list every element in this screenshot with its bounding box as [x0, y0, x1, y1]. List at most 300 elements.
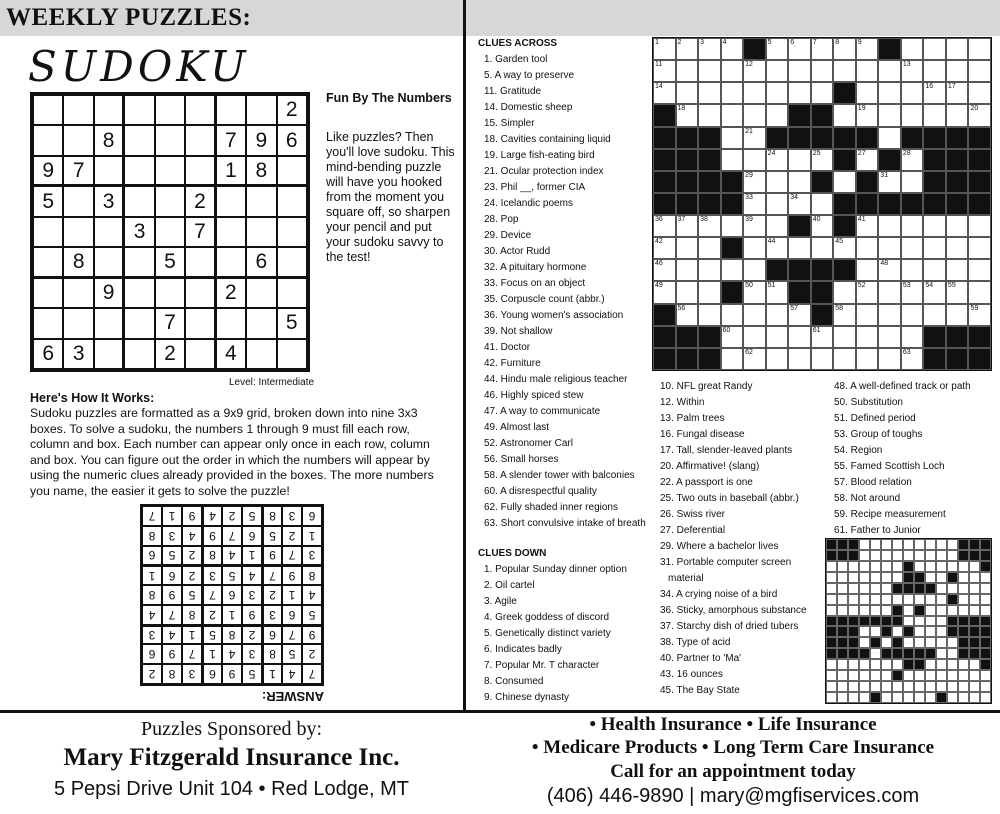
crossword-black-cell [653, 348, 676, 370]
sudoku-cell [94, 247, 124, 277]
mini-answer-cell [881, 648, 892, 659]
crossword-cell[interactable] [811, 82, 834, 104]
crossword-cell[interactable] [946, 281, 969, 303]
mini-answer-cell [826, 583, 837, 594]
crossword-cell[interactable] [676, 82, 699, 104]
crossword-cell[interactable] [766, 304, 789, 326]
mini-answer-cell [859, 594, 870, 605]
crossword-cell[interactable] [833, 60, 856, 82]
sudoku-cell [94, 95, 124, 125]
mini-answer-cell [870, 626, 881, 637]
mini-answer-cell [925, 637, 936, 648]
answer-cell: 2 [282, 526, 302, 546]
crossword-clue-number: 63 [902, 348, 911, 356]
mini-answer-cell [947, 648, 958, 659]
sudoku-cell: 5 [155, 247, 185, 277]
crossword-cell[interactable] [698, 237, 721, 259]
mini-answer-cell [925, 539, 936, 550]
crossword-clue-number: 3 [700, 39, 704, 46]
crossword-cell[interactable] [811, 237, 834, 259]
mini-answer-cell [892, 637, 903, 648]
mini-answer-cell [837, 670, 848, 681]
crossword-cell[interactable] [946, 38, 969, 60]
crossword-clue-number: 53 [902, 282, 911, 290]
appointment-line: Call for an appointment today [610, 761, 856, 782]
crossword-clue-number: 57 [790, 304, 798, 312]
crossword-clue-number: 21 [745, 127, 753, 135]
crossword-cell[interactable] [698, 82, 721, 104]
sudoku-cell: 1 [216, 156, 246, 186]
crossword-black-cell [766, 127, 789, 149]
mini-answer-cell [969, 616, 980, 627]
crossword-cell[interactable] [878, 127, 901, 149]
crossword-cell[interactable] [676, 237, 699, 259]
clue-continued: 25. Two outs in baseball (abbr.) [660, 493, 799, 504]
crossword-cell[interactable] [811, 348, 834, 370]
crossword-cell[interactable] [653, 82, 676, 104]
clue-down: 9. Chinese dynasty [484, 692, 570, 703]
crossword-clue-number: 52 [857, 282, 866, 290]
crossword-cell[interactable] [923, 104, 946, 126]
crossword-cell[interactable] [901, 326, 924, 348]
crossword-cell[interactable] [901, 237, 924, 259]
sudoku-title: SUDOKU [28, 42, 250, 91]
crossword-cell[interactable] [811, 193, 834, 215]
crossword-cell[interactable] [766, 38, 789, 60]
mini-answer-cell [870, 637, 881, 648]
crossword-cell[interactable] [901, 171, 924, 193]
crossword-clue-number: 51 [767, 282, 776, 290]
mini-answer-cell [881, 550, 892, 561]
crossword-cell[interactable] [968, 215, 991, 237]
mini-answer-cell [903, 670, 914, 681]
crossword-cell[interactable] [901, 304, 924, 326]
crossword-cell[interactable] [676, 259, 699, 281]
answer-cell: 1 [182, 625, 202, 645]
answer-cell: 3 [242, 585, 262, 605]
mini-answer-cell [870, 681, 881, 692]
mini-answer-cell [969, 583, 980, 594]
crossword-cell[interactable] [721, 348, 744, 370]
crossword-cell[interactable] [811, 38, 834, 60]
answer-cell: 8 [302, 565, 322, 585]
crossword-clue-number: 44 [767, 238, 776, 246]
crossword-black-cell [923, 149, 946, 171]
crossword-cell[interactable] [968, 82, 991, 104]
crossword-cell[interactable] [653, 38, 676, 60]
crossword-cell[interactable] [743, 60, 766, 82]
crossword-cell[interactable] [721, 104, 744, 126]
sudoku-cell [277, 247, 307, 277]
crossword-cell[interactable] [901, 259, 924, 281]
crossword-cell[interactable] [946, 259, 969, 281]
mini-answer-cell [947, 561, 958, 572]
crossword-cell[interactable] [811, 149, 834, 171]
answer-cell: 3 [142, 625, 162, 645]
crossword-cell[interactable] [788, 38, 811, 60]
mini-answer-cell [914, 583, 925, 594]
crossword-cell[interactable] [901, 82, 924, 104]
crossword-cell[interactable] [833, 171, 856, 193]
crossword-cell[interactable] [653, 215, 676, 237]
crossword-cell[interactable] [811, 215, 834, 237]
answer-cell: 7 [282, 625, 302, 645]
crossword-cell[interactable] [968, 259, 991, 281]
crossword-cell[interactable] [698, 60, 721, 82]
crossword-cell[interactable] [856, 259, 879, 281]
crossword-cell[interactable] [856, 104, 879, 126]
crossword-cell[interactable] [968, 237, 991, 259]
crossword-cell[interactable] [721, 326, 744, 348]
crossword-black-cell [946, 348, 969, 370]
answer-cell: 5 [282, 644, 302, 664]
crossword-cell[interactable] [923, 304, 946, 326]
crossword-cell[interactable] [856, 348, 879, 370]
crossword-cell[interactable] [766, 60, 789, 82]
sudoku-cell: 2 [216, 278, 246, 308]
crossword-cell[interactable] [743, 82, 766, 104]
mini-answer-cell [859, 539, 870, 550]
answer-cell: 4 [282, 664, 302, 684]
crossword-cell[interactable] [743, 304, 766, 326]
mini-answer-cell [958, 637, 969, 648]
answer-cell: 6 [142, 546, 162, 566]
mini-answer-cell [859, 659, 870, 670]
crossword-cell[interactable] [878, 215, 901, 237]
crossword-cell[interactable] [946, 82, 969, 104]
answer-cell: 4 [242, 565, 262, 585]
crossword-cell[interactable] [676, 38, 699, 60]
sudoku-cell [216, 95, 246, 125]
crossword-cell[interactable] [968, 104, 991, 126]
crossword-cell[interactable] [743, 171, 766, 193]
crossword-black-cell [676, 149, 699, 171]
crossword-cell[interactable] [766, 215, 789, 237]
crossword-cell[interactable] [878, 304, 901, 326]
answer-cell: 8 [142, 526, 162, 546]
mini-answer-cell [925, 670, 936, 681]
crossword-cell[interactable] [743, 104, 766, 126]
crossword-cell[interactable] [923, 60, 946, 82]
mini-answer-cell [837, 605, 848, 616]
crossword-cell[interactable] [698, 104, 721, 126]
mini-answer-cell [837, 539, 848, 550]
mini-answer-cell [947, 572, 958, 583]
mini-answer-cell [826, 670, 837, 681]
sudoku-cell [33, 278, 63, 308]
mini-answer-cell [969, 561, 980, 572]
crossword-cell[interactable] [676, 104, 699, 126]
clue-across: 58. A slender tower with balconies [484, 470, 635, 481]
crossword-cell[interactable] [743, 149, 766, 171]
crossword-cell[interactable] [653, 259, 676, 281]
crossword-cell[interactable] [856, 60, 879, 82]
crossword-cell[interactable] [653, 237, 676, 259]
clue-down: 6. Indicates badly [484, 644, 562, 655]
mini-answer-cell [848, 626, 859, 637]
crossword-cell[interactable] [968, 304, 991, 326]
crossword-cell[interactable] [721, 60, 744, 82]
crossword-cell[interactable] [766, 193, 789, 215]
crossword-cell[interactable] [721, 82, 744, 104]
crossword-cell[interactable] [901, 348, 924, 370]
crossword-cell[interactable] [856, 237, 879, 259]
sudoku-cell [124, 125, 154, 155]
crossword-black-cell [968, 149, 991, 171]
crossword-cell[interactable] [878, 60, 901, 82]
answer-cell: 8 [182, 605, 202, 625]
mini-answer-cell [903, 648, 914, 659]
crossword-cell[interactable] [946, 60, 969, 82]
mini-answer-cell [848, 616, 859, 627]
crossword-cell[interactable] [833, 348, 856, 370]
mini-answer-cell [925, 616, 936, 627]
clue-across: 41. Doctor [484, 342, 531, 353]
crossword-cell[interactable] [788, 237, 811, 259]
mini-answer-cell [892, 670, 903, 681]
crossword-cell[interactable] [878, 348, 901, 370]
mini-answer-cell [826, 692, 837, 703]
crossword-cell[interactable] [788, 326, 811, 348]
sudoku-cell [94, 217, 124, 247]
mini-answer-cell [925, 681, 936, 692]
crossword-cell[interactable] [653, 281, 676, 303]
crossword-cell[interactable] [923, 237, 946, 259]
sudoku-cell: 9 [94, 278, 124, 308]
crossword-cell[interactable] [698, 215, 721, 237]
crossword-cell[interactable] [901, 149, 924, 171]
sudoku-cell [216, 186, 246, 216]
crossword-cell[interactable] [923, 38, 946, 60]
crossword-cell[interactable] [856, 82, 879, 104]
sudoku-cell [155, 125, 185, 155]
mini-answer-cell [936, 561, 947, 572]
mini-answer-cell [969, 681, 980, 692]
mini-answer-cell [892, 572, 903, 583]
mini-answer-cell [892, 648, 903, 659]
crossword-cell[interactable] [788, 348, 811, 370]
crossword-cell[interactable] [788, 193, 811, 215]
crossword-cell[interactable] [721, 149, 744, 171]
crossword-cell[interactable] [946, 304, 969, 326]
crossword-cell[interactable] [743, 259, 766, 281]
crossword-black-cell [901, 193, 924, 215]
crossword-cell[interactable] [788, 149, 811, 171]
answer-cell: 6 [142, 644, 162, 664]
crossword-cell[interactable] [721, 38, 744, 60]
crossword-cell[interactable] [856, 149, 879, 171]
crossword-clue-number: 13 [902, 61, 911, 69]
crossword-cell[interactable] [743, 326, 766, 348]
crossword-cell[interactable] [878, 104, 901, 126]
sudoku-cell: 5 [33, 186, 63, 216]
crossword-cell[interactable] [968, 281, 991, 303]
sidebar-text: Like puzzles? Then you'll love sudoku. This mind-bending puzzle will have you hooked from the moment you square off, so sharpen your pencil and put your sudoku savvy to the test! [326, 130, 455, 264]
crossword-cell[interactable] [743, 348, 766, 370]
mini-answer-cell [870, 616, 881, 627]
crossword-cell[interactable] [676, 281, 699, 303]
crossword-cell[interactable] [856, 326, 879, 348]
crossword-cell[interactable] [856, 38, 879, 60]
crossword-cell[interactable] [833, 304, 856, 326]
crossword-cell[interactable] [653, 60, 676, 82]
answer-cell: 7 [142, 506, 162, 526]
crossword-cell[interactable] [676, 215, 699, 237]
crossword-cell[interactable] [743, 193, 766, 215]
crossword-black-cell [856, 193, 879, 215]
crossword-cell[interactable] [946, 237, 969, 259]
crossword-cell[interactable] [766, 281, 789, 303]
crossword-cell[interactable] [901, 60, 924, 82]
crossword-cell[interactable] [698, 281, 721, 303]
crossword-cell[interactable] [721, 215, 744, 237]
crossword-cell[interactable] [901, 38, 924, 60]
mini-answer-cell [914, 659, 925, 670]
crossword-cell[interactable] [788, 304, 811, 326]
crossword-cell[interactable] [811, 60, 834, 82]
clue-continued: 10. NFL great Randy [660, 381, 753, 392]
crossword-cell[interactable] [968, 38, 991, 60]
crossword-cell[interactable] [833, 281, 856, 303]
crossword-cell[interactable] [788, 82, 811, 104]
crossword-clue-number: 24 [767, 149, 776, 157]
crossword-cell[interactable] [676, 60, 699, 82]
crossword-cell[interactable] [901, 281, 924, 303]
crossword-clue-number: 19 [857, 105, 866, 113]
crossword-cell[interactable] [721, 127, 744, 149]
crossword-clue-number: 41 [857, 216, 866, 224]
mini-answer-cell [848, 692, 859, 703]
mini-answer-cell [969, 637, 980, 648]
crossword-cell[interactable] [878, 326, 901, 348]
crossword-cell[interactable] [901, 215, 924, 237]
mini-answer-cell [881, 681, 892, 692]
answer-cell: 1 [262, 664, 282, 684]
mini-answer-cell [903, 572, 914, 583]
sudoku-cell [277, 278, 307, 308]
crossword-cell[interactable] [721, 304, 744, 326]
crossword-cell[interactable] [946, 215, 969, 237]
crossword-cell[interactable] [878, 237, 901, 259]
sudoku-cell [63, 308, 93, 338]
crossword-cell[interactable] [878, 82, 901, 104]
crossword-cell[interactable] [923, 82, 946, 104]
answer-cell: 8 [142, 585, 162, 605]
mini-answer-cell [947, 594, 958, 605]
crossword-cell[interactable] [766, 237, 789, 259]
sudoku-cell: 2 [185, 186, 215, 216]
crossword-cell[interactable] [788, 171, 811, 193]
mini-answer-cell [936, 670, 947, 681]
crossword-cell[interactable] [743, 215, 766, 237]
sudoku-cell [246, 95, 276, 125]
crossword-cell[interactable] [968, 60, 991, 82]
crossword-cell[interactable] [743, 281, 766, 303]
crossword-cell[interactable] [901, 104, 924, 126]
crossword-cell[interactable] [788, 60, 811, 82]
crossword-cell[interactable] [766, 171, 789, 193]
mini-answer-cell [914, 626, 925, 637]
how-it-works-text: Sudoku puzzles are formatted as a 9x9 grid, broken down into nine 3x3 boxes. To solve a sudoku, the numbers 1 through 9 must fill each row, column and box. Each number can appear only once in each row, column and box. You can figure out the order in which the numbers will appear by using the numeric clues already provided in the boxes. The more numbers you name, the easier it gets to solve the puzzle! [30, 406, 434, 498]
crossword-cell[interactable] [923, 215, 946, 237]
mini-answer-cell [870, 583, 881, 594]
crossword-cell[interactable] [856, 304, 879, 326]
sudoku-cell [124, 156, 154, 186]
services-line-1: • Health Insurance • Life Insurance [589, 714, 877, 735]
crossword-clue-number: 37 [677, 216, 686, 224]
mini-answer-cell [892, 550, 903, 561]
answer-cell: 4 [162, 625, 182, 645]
crossword-cell[interactable] [833, 104, 856, 126]
mini-answer-cell [958, 550, 969, 561]
crossword-cell[interactable] [878, 171, 901, 193]
mini-answer-cell [837, 561, 848, 572]
mini-answer-cell [925, 648, 936, 659]
crossword-cell[interactable] [856, 215, 879, 237]
crossword-cell[interactable] [698, 259, 721, 281]
crossword-clue-number: 27 [857, 149, 866, 157]
crossword-cell[interactable] [721, 259, 744, 281]
crossword-cell[interactable] [743, 237, 766, 259]
mini-answer-cell [925, 605, 936, 616]
crossword-clue-number: 59 [970, 304, 979, 312]
mini-answer-cell [914, 670, 925, 681]
crossword-cell[interactable] [923, 259, 946, 281]
answer-cell: 1 [222, 605, 242, 625]
crossword-cell[interactable] [676, 304, 699, 326]
crossword-cell[interactable] [766, 326, 789, 348]
crossword-cell[interactable] [833, 38, 856, 60]
mini-answer-cell [859, 561, 870, 572]
answer-cell: 7 [182, 644, 202, 664]
mini-answer-cell [870, 572, 881, 583]
crossword-cell[interactable] [923, 281, 946, 303]
mini-answer-cell [837, 594, 848, 605]
crossword-black-cell [878, 193, 901, 215]
sudoku-cell: 7 [63, 156, 93, 186]
mini-answer-cell [914, 561, 925, 572]
clue-down: 3. Agile [484, 596, 517, 607]
mini-answer-cell [914, 605, 925, 616]
sudoku-cell [155, 156, 185, 186]
crossword-cell[interactable] [833, 326, 856, 348]
crossword-cell[interactable] [811, 326, 834, 348]
crossword-cell[interactable] [766, 149, 789, 171]
mini-answer-cell [826, 681, 837, 692]
crossword-cell[interactable] [833, 237, 856, 259]
crossword-cell[interactable] [856, 281, 879, 303]
crossword-cell[interactable] [766, 82, 789, 104]
mini-answer-cell [958, 594, 969, 605]
crossword-cell[interactable] [698, 304, 721, 326]
mini-answer-cell [947, 583, 958, 594]
crossword-cell[interactable] [743, 127, 766, 149]
crossword-cell[interactable] [766, 104, 789, 126]
mini-answer-cell [826, 539, 837, 550]
crossword-cell[interactable] [878, 281, 901, 303]
crossword-cell[interactable] [698, 38, 721, 60]
crossword-cell[interactable] [878, 259, 901, 281]
mini-answer-cell [881, 583, 892, 594]
mini-answer-cell [958, 659, 969, 670]
sudoku-cell: 3 [94, 186, 124, 216]
answer-cell: 9 [302, 625, 322, 645]
crossword-cell[interactable] [766, 348, 789, 370]
crossword-cell[interactable] [946, 104, 969, 126]
mini-answer-cell [936, 648, 947, 659]
mini-answer-cell [826, 637, 837, 648]
mini-answer-cell [848, 561, 859, 572]
